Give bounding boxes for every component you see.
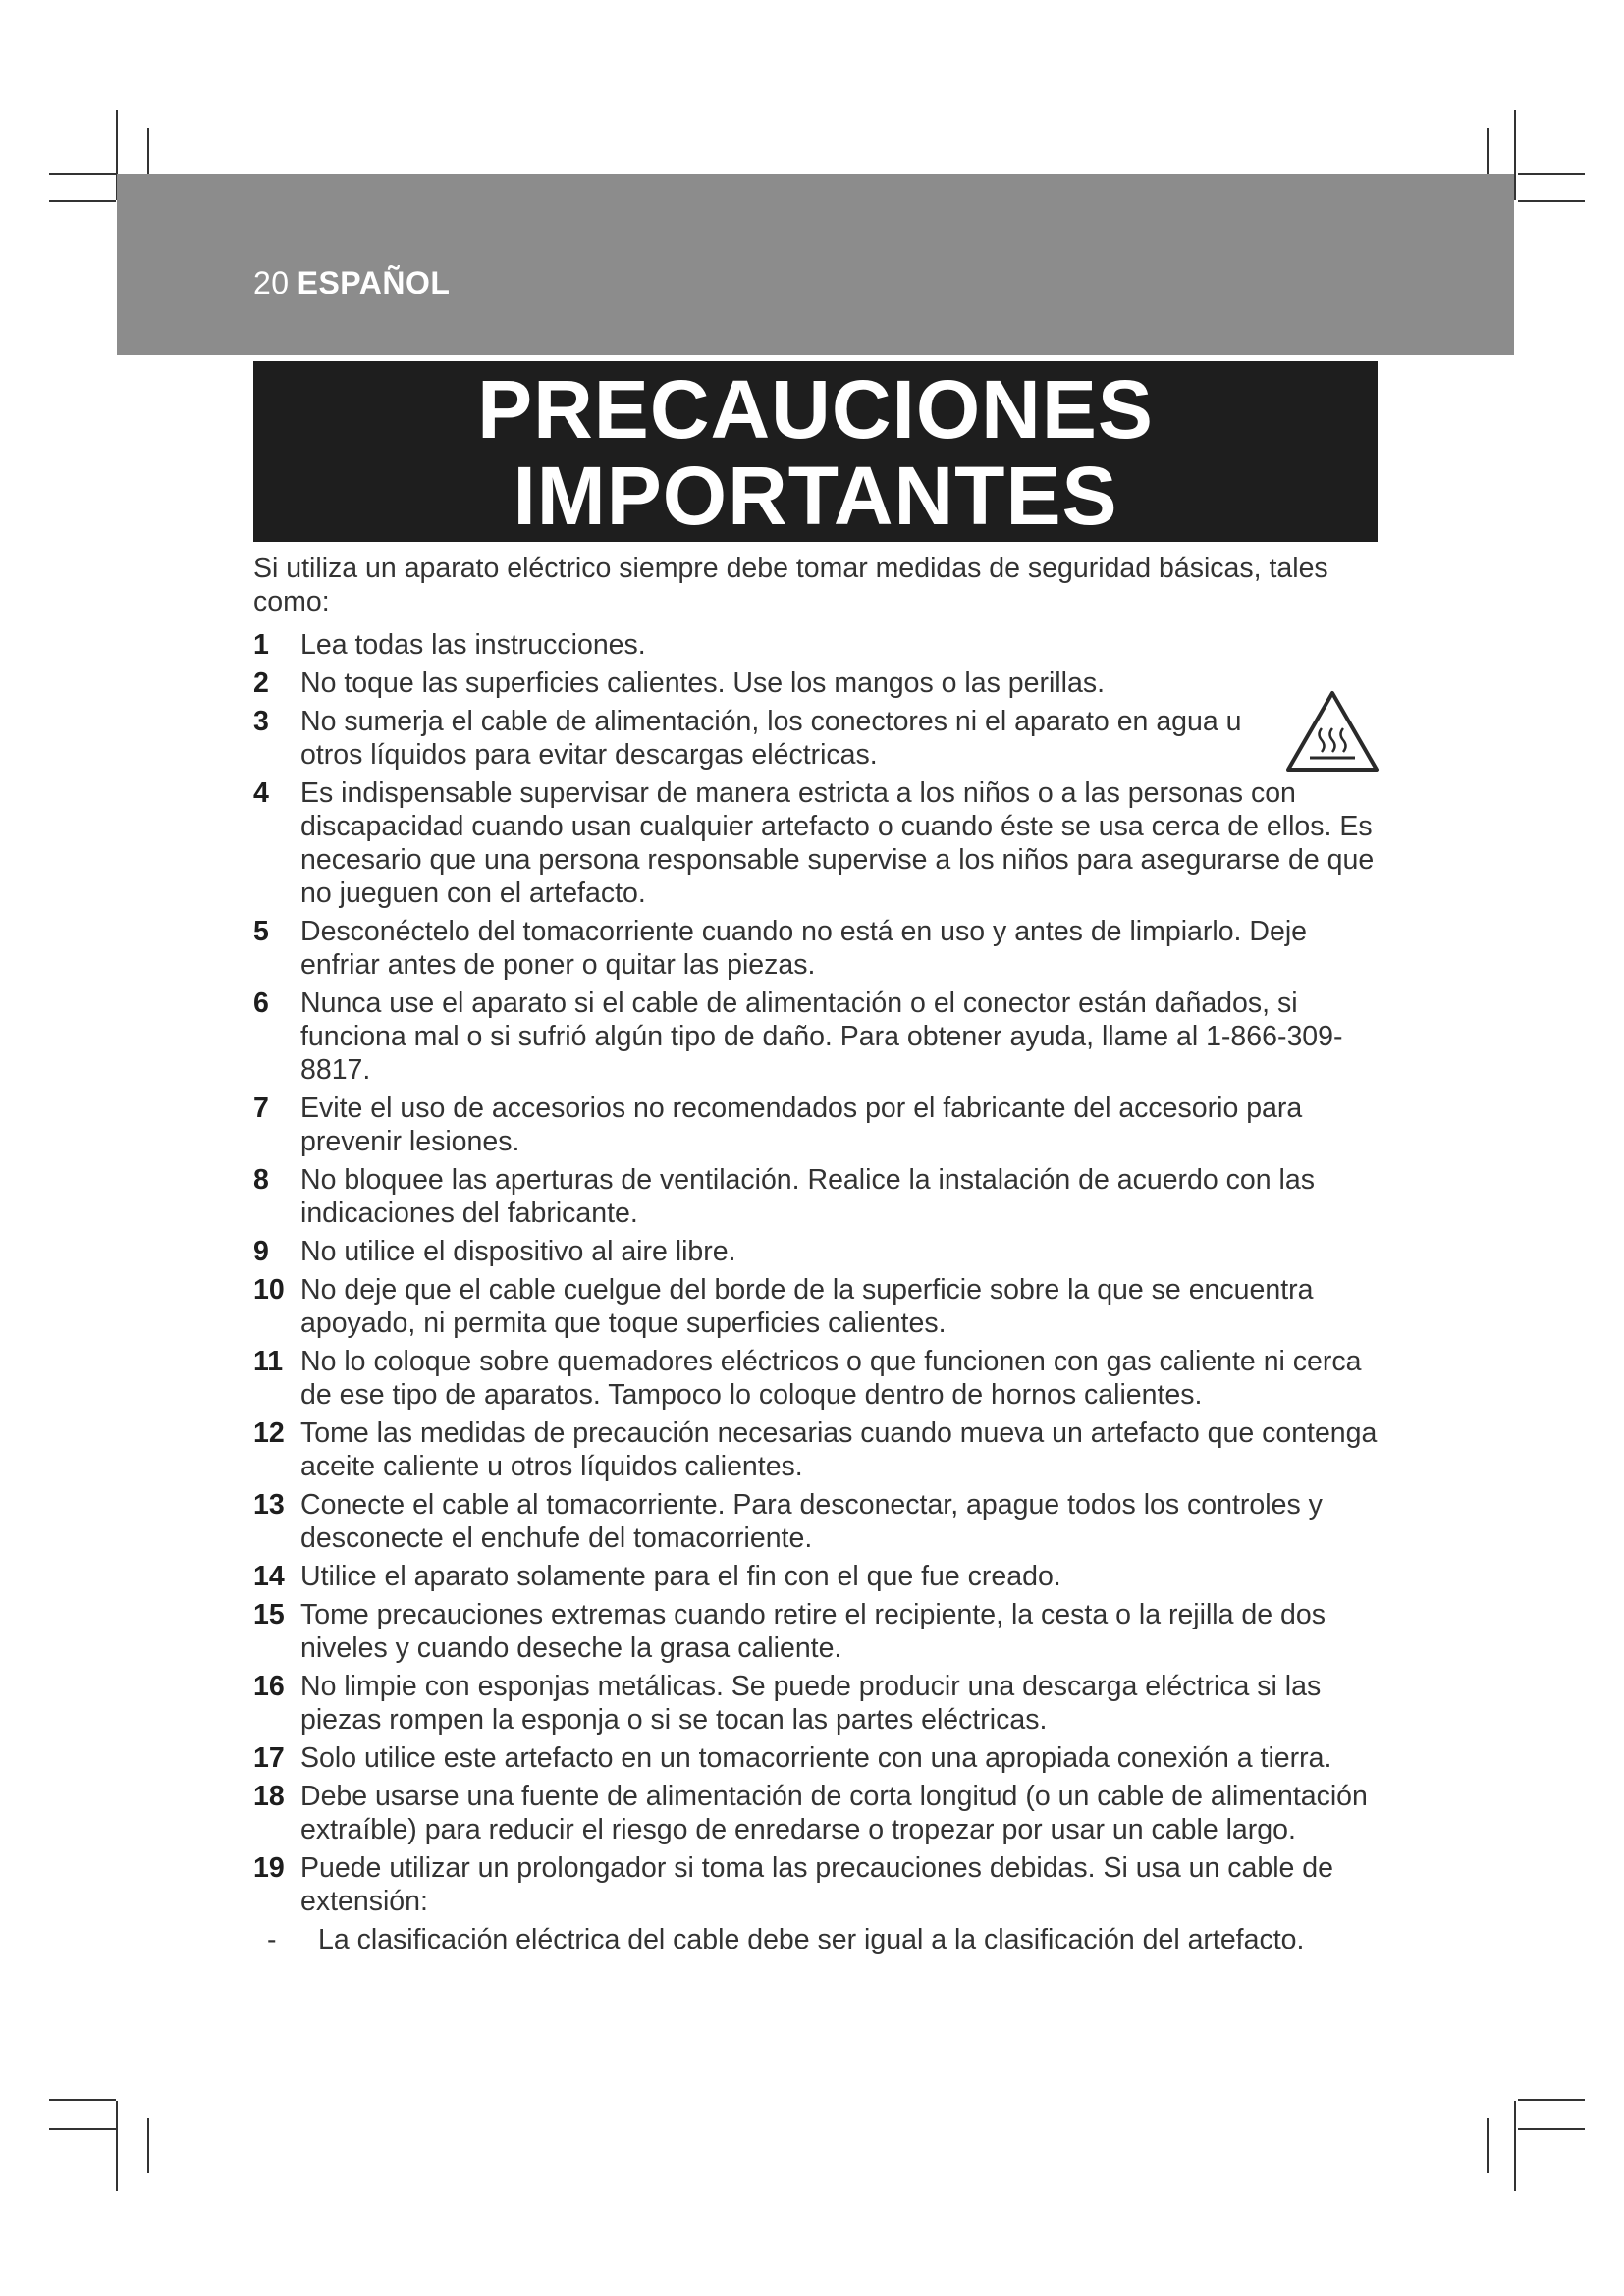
list-item <box>253 1273 1382 1340</box>
item-number: 1 <box>253 629 269 661</box>
item-number: 2 <box>253 667 269 699</box>
item-number: 17 <box>253 1742 285 1774</box>
list-item <box>253 1235 1382 1268</box>
title-line-1: PRECAUCIONES <box>477 363 1154 455</box>
list-item <box>253 776 1382 910</box>
item-number: 12 <box>253 1417 285 1449</box>
sub-list <box>253 1923 1382 1956</box>
item-text: No lo coloque sobre quemadores eléctricos o que funcionen con gas caliente ni cerca de ese tipo de aparatos. Tampoco lo coloque dentro de hornos calientes. <box>300 1346 1362 1411</box>
crop-mark <box>1514 2101 1516 2191</box>
item-text: Solo utilice este artefacto en un tomacorriente con una apropiada conexión a tierra. <box>300 1742 1332 1774</box>
page-header <box>253 265 450 301</box>
sub-list-item <box>259 1923 1382 1956</box>
item-number: 8 <box>253 1164 269 1196</box>
list-item <box>253 1416 1382 1483</box>
list-item <box>253 987 1382 1087</box>
item-number: 10 <box>253 1274 285 1306</box>
item-number: 14 <box>253 1561 285 1592</box>
item-number: 5 <box>253 916 269 947</box>
language-label: ESPAÑOL <box>297 265 451 300</box>
list-item <box>253 1488 1382 1555</box>
item-number: 11 <box>253 1346 284 1377</box>
list-item <box>253 1780 1382 1846</box>
list-item <box>253 1560 1382 1593</box>
item-text: No bloquee las aperturas de ventilación. Realice la instalación de acuerdo con las indicaciones del fabricante. <box>300 1164 1315 1229</box>
page-title <box>253 361 1378 542</box>
crop-mark <box>49 173 116 175</box>
item-number: 18 <box>253 1781 285 1812</box>
item-number: 15 <box>253 1599 285 1630</box>
list-item <box>253 705 1382 772</box>
item-number: 3 <box>253 706 269 737</box>
item-number: 13 <box>253 1489 285 1521</box>
crop-mark <box>49 200 116 202</box>
crop-mark <box>1487 2118 1489 2173</box>
item-text: Tome precauciones extremas cuando retire el recipiente, la cesta o la rejilla de dos niveles y cuando deseche la grasa caliente. <box>300 1599 1326 1664</box>
sub-item-text: La clasificación eléctrica del cable debe ser igual a la clasificación del artefacto. <box>318 1924 1305 1955</box>
item-text: No toque las superficies calientes. Use los mangos o las perillas. <box>300 667 1105 699</box>
item-text: No deje que el cable cuelgue del borde de la superficie sobre la que se encuentra apoyado, ni permita que toque superficies calientes. <box>300 1274 1314 1339</box>
list-item <box>253 1163 1382 1230</box>
title-line-2: IMPORTANTES <box>513 450 1118 542</box>
item-text: Evite el uso de accesorios no recomendados por el fabricante del accesorio para prevenir lesiones. <box>300 1093 1303 1157</box>
item-text: Desconéctelo del tomacorriente cuando no está en uso y antes de limpiarlo. Deje enfriar antes de poner o quitar las piezas. <box>300 916 1308 981</box>
item-number: 6 <box>253 988 269 1019</box>
item-text: No utilice el dispositivo al aire libre. <box>300 1236 736 1267</box>
crop-mark <box>49 2099 116 2101</box>
crop-mark <box>49 2128 116 2130</box>
list-item <box>253 1741 1382 1775</box>
item-number: 4 <box>253 777 269 809</box>
intro-text: Si utiliza un aparato eléctrico siempre debe tomar medidas de seguridad básicas, tales como: <box>253 553 1328 617</box>
crop-mark <box>1518 2128 1585 2130</box>
list-item <box>253 1345 1382 1412</box>
item-number: 9 <box>253 1236 269 1267</box>
crop-mark <box>1518 2099 1585 2101</box>
list-item <box>253 1851 1382 1918</box>
item-text: Nunca use el aparato si el cable de alimentación o el conector están dañados, si funciona mal o si sufrió algún tipo de daño. Para obtener ayuda, llame al 1-866-309-8817. <box>300 988 1343 1086</box>
list-item <box>253 1670 1382 1736</box>
crop-mark <box>1518 173 1585 175</box>
precautions-list <box>253 628 1382 1918</box>
item-text: Tome las medidas de precaución necesarias cuando mueva un artefacto que contenga aceite caliente u otros líquidos calientes. <box>300 1417 1378 1482</box>
item-text: Es indispensable supervisar de manera estricta a los niños o a las personas con discapacidad cuando usan cualquier artefacto o cuando éste se usa cerca de ellos. Es necesario que una persona responsable supervise a los niños para asegurarse de que no jueguen con el artefacto. <box>300 777 1375 909</box>
dash-bullet: - <box>267 1924 277 1955</box>
item-number: 7 <box>253 1093 269 1124</box>
list-item <box>253 1598 1382 1665</box>
list-item <box>253 628 1382 662</box>
item-text: No limpie con esponjas metálicas. Se puede producir una descarga eléctrica si las piezas rompen la esponja o si se tocan las partes eléctricas. <box>300 1671 1322 1735</box>
item-text: Puede utilizar un prolongador si toma las precauciones debidas. Si usa un cable de extensión: <box>300 1852 1333 1917</box>
list-item <box>253 915 1382 982</box>
crop-mark <box>1514 110 1516 200</box>
item-number: 16 <box>253 1671 285 1702</box>
crop-mark <box>147 2118 149 2173</box>
crop-mark <box>1518 200 1585 202</box>
item-number: 19 <box>253 1852 285 1884</box>
page-number: 20 <box>253 265 290 300</box>
list-item <box>253 667 1382 700</box>
item-text: No sumerja el cable de alimentación, los conectores ni el aparato en agua u otros líquidos para evitar descargas eléctricas. <box>300 706 1242 771</box>
item-text: Debe usarse una fuente de alimentación de corta longitud (o un cable de alimentación extraíble) para reducir el riesgo de enredarse o tropezar por usar un cable largo. <box>300 1781 1368 1845</box>
crop-mark <box>116 2101 118 2191</box>
list-item <box>253 1092 1382 1158</box>
item-text: Utilice el aparato solamente para el fin con el que fue creado. <box>300 1561 1061 1592</box>
item-text: Lea todas las instrucciones. <box>300 629 646 661</box>
item-text: Conecte el cable al tomacorriente. Para desconectar, apague todos los controles y desconecte el enchufe del tomacorriente. <box>300 1489 1323 1554</box>
instructions-body <box>253 552 1382 1956</box>
